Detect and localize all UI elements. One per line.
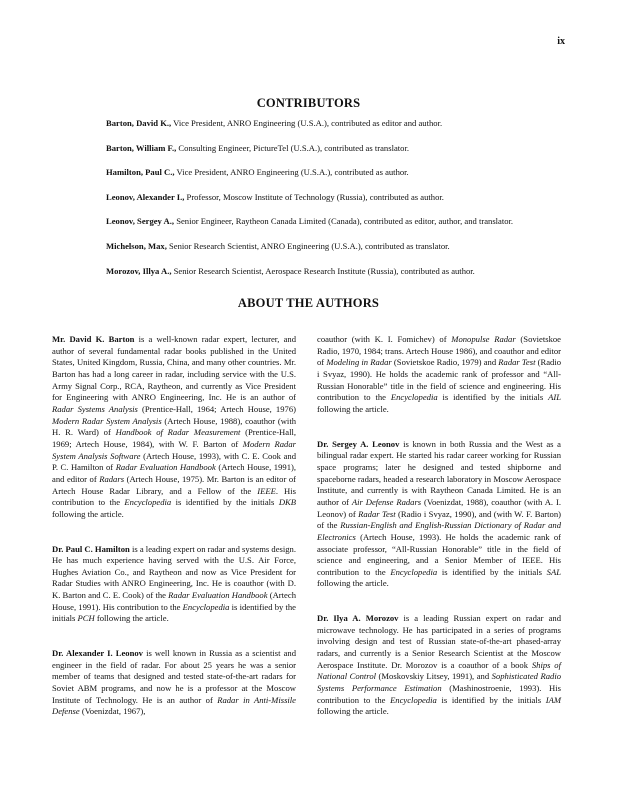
contributor-description: Senior Research Scientist, Aerospace Research Institute (Russia), contributed as author. (171, 265, 475, 276)
contributor-description: Professor, Moscow Institute of Technology (Russia), contributed as author. (184, 191, 444, 202)
left-column (52, 334, 296, 741)
bio-aleonov-part2: coauthor (with K. I. Fomichev) of Monopulse Radar (Sovietskoe Radio, 1970, 1984; trans. Artech House 1986), and coauthor and editor of Modeling in Radar (Sovietskoe Radio, 1979) and Radar Test (Radio i Svyaz, 1990). He holds the academic rank of professor and “All-Russian Honorable” title in the field of science and engineering. His contribution to the Encyclopedia is identified by the initials AIL following the article. (317, 334, 562, 414)
about-authors-heading: ABOUT THE AUTHORS (237, 296, 380, 310)
book-title: Modeling in Radar (326, 357, 392, 368)
bio-sleonov (317, 439, 561, 591)
contributor-description: Vice President, ANRO Engineering (U.S.A.), contributed as editor and author. (171, 118, 443, 128)
book-title: Russian-English and English-Russian Dictionary of Radar and Electronics (317, 520, 561, 542)
contributor-name: Morozov, Illya A., (106, 265, 172, 276)
contributor-entry (106, 143, 516, 155)
book-title: Radar Evaluation Handbook (115, 462, 216, 473)
book-title: Radar Systems Analysis (52, 403, 138, 414)
bio-text: is a leading expert on radar and systems design. He has much experience having served with the U.S. Air Force, Hughes Aviation Co., and Raytheon and now as Vice President for Radar Studies with ANRO Engineering, Inc. He is coauthor (with D. K. Barton and C. E. Cook) of the (52, 543, 296, 601)
emphasis: Encyclopedia (390, 392, 438, 403)
contributor-description: Senior Engineer, Raytheon Canada Limited (Canada), contributed as editor, author, and translator. (174, 216, 514, 227)
bio-text: is identified by the initials (437, 566, 547, 577)
author-initials: SAL (546, 566, 561, 577)
page-number: ix (557, 36, 565, 47)
contributor-entry (106, 118, 516, 130)
book-title: Radar Evaluation Handbook (168, 590, 268, 601)
contributor-name: Barton, William F., (106, 142, 177, 153)
bio-text: (Voenizdat, 1988), coauthor (with A. I. Leonov) of (317, 496, 561, 519)
contributor-description: Vice President, ANRO Engineering (U.S.A.), contributed as author. (174, 167, 409, 178)
book-title: Radar in Anti-Missile Defense (52, 694, 296, 717)
book-title: Radar Test (498, 357, 536, 368)
book-title: Sophisticated Radio Systems Performance Estimation (317, 671, 562, 694)
bio-text: (Prentice-Hall, 1964; Artech House, 1976) (137, 403, 296, 414)
contributor-entry (106, 241, 516, 253)
emphasis: Encyclopedia (390, 694, 437, 705)
contributor-entry (106, 167, 516, 179)
bio-text: (Voenizdat, 1967), (79, 706, 146, 717)
bio-text: (Artech House, 1993), with C. E. Cook and P. C. Hamilton of (52, 450, 296, 473)
bio-aleonov-part1 (52, 648, 296, 718)
bio-text: is identified by the initials (171, 497, 279, 508)
contributors-list (106, 118, 516, 290)
bio-text: (Sovietskoe Radio, 1979) and (391, 357, 499, 368)
bio-text: following the article. (317, 578, 389, 589)
author-name: Dr. Sergey A. Leonov (317, 438, 400, 449)
author-initials: IAM (545, 694, 561, 705)
bio-text: (Artech House, 1993). He holds the academic rank of associate professor, “All-Russian Honorable” title in the field of science and engineering, and a Senior Member of IEEE. His contribution to the (317, 531, 561, 577)
bio-text: (Artech House, 1975). Mr. Barton is an editor of Artech House Radar Library, and a Fellow of the (52, 473, 297, 496)
bio-text: following the article. (94, 613, 169, 624)
book-title: Monopulse Radar (451, 334, 516, 344)
bio-text: (Artech House, 1988), coauthor (with H. R. Ward) of (52, 415, 296, 438)
author-name: Dr. Paul C. Hamilton (52, 543, 130, 554)
bio-text: . His contribution to the (52, 485, 296, 508)
bio-text: is known in both Russia and the West as a bilingual radar expert. He started his radar career working for Russian space programs; later he designed and tested shipborne and spaceborne radars, headed a research laboratory in Moscow Aerospace Institute, and currently is with Raytheon Canada Limited. He is an author of (317, 438, 561, 507)
bio-hamilton (52, 544, 296, 626)
bio-text: following the article. (317, 403, 389, 414)
bio-text: (Prentice-Hall, 1969; Artech House, 1984), with W. F. Barton of (52, 427, 296, 449)
contributor-description: Senior Research Scientist, ANRO Engineering (U.S.A.), contributed as translator. (166, 240, 450, 251)
emphasis: Encyclopedia (182, 601, 230, 612)
author-name: Dr. Ilya A. Morozov (317, 613, 399, 624)
bio-barton (52, 334, 296, 521)
contributor-entry (106, 216, 516, 228)
bio-text: following the article. (317, 706, 389, 717)
bio-text: is identified by the initials (52, 601, 296, 624)
bio-text: is a well-known radar expert, lecturer, and author of several fundamental radar books published in the United States, United Kingdom, Russia, China, and many other countries. Mr. Barton has had a long career in radar, including service with the U.S. Army Signal Corp., RCA, Raytheon, and currently as Vice President for Engineering with ANRO Engineering, Inc. He is an author of (52, 334, 297, 403)
contributor-name: Hamilton, Paul C., (106, 167, 175, 178)
bio-text: (Mashinostroenie, 1993). His contribution to the (317, 683, 561, 705)
bio-text: (Radio i Svyaz, 1990). He holds the academic rank of professor and “All-Russian Honorable” title in the field of science and engineering. His contribution to the (317, 357, 562, 403)
contributors-heading: CONTRIBUTORS (256, 96, 361, 110)
contributor-name: Barton, David K., (106, 118, 172, 128)
bio-text: (Sovietskoe Radio, 1970, 1984; trans. Artech House 1986), and coauthor and editor of (317, 334, 562, 368)
bio-text: following the article. (52, 508, 124, 519)
author-name: Mr. David K. Barton (52, 334, 135, 344)
bio-text: (Artech House, 1991), and editor of (52, 462, 296, 484)
bio-text: is identified by the initials (436, 694, 546, 705)
bio-text: is identified by the initials (437, 392, 549, 403)
contributor-name: Leonov, Sergey A., (106, 216, 175, 227)
bio-morozov (317, 613, 561, 718)
emphasis: IEEE (257, 485, 276, 496)
book-title: Ships of National Control (317, 659, 561, 682)
book-title: Handbook of Radar Measurement (115, 427, 241, 438)
emphasis: Encyclopedia (390, 566, 438, 577)
contributor-description: Consulting Engineer, PictureTel (U.S.A.), contributed as translator. (176, 142, 409, 153)
right-column (317, 334, 561, 741)
bio-text: (Radio i Svyaz, 1990), and (with W. F. Barton) of the (317, 508, 561, 531)
book-title: Radar Test (358, 508, 396, 519)
book-title: Air Defense Radars (351, 496, 422, 507)
bio-text: (Moskovskiy Litsey, 1991), and (376, 671, 492, 682)
author-name: Dr. Alexander I. Leonov (52, 648, 143, 659)
bio-text: is well known in Russia as a scientist and engineer in the field of radar. For about 25 years he was a senior member of teams that designed and tested state-of-the-art radars for Soviet ABM programs, and now he is a professor at the Moscow Institute of Technology. He is an author of (52, 648, 296, 705)
author-initials: DKB (278, 497, 296, 508)
bio-text: (Artech House, 1991). His contribution to the (52, 590, 296, 612)
author-initials: PCH (77, 613, 95, 624)
contributor-entry (106, 266, 516, 278)
author-initials: AIL (548, 392, 561, 403)
contributor-entry (106, 192, 516, 204)
book-title: Modern Radar System Analysis Software (52, 438, 296, 461)
book-title: Modern Radar System Analysis (52, 415, 162, 426)
contributor-name: Michelson, Max, (106, 240, 167, 251)
bio-text: is a leading Russian expert on radar and microwave technology. He has participated in a series of programs involving design and test of Russian state-of-the-art phased-array radars, and currently is a Senior Research Scientist at the Moscow Aerospace Institute. Dr. Morozov is a coauthor of a book (317, 613, 561, 670)
emphasis: Encyclopedia (124, 497, 172, 508)
book-title: Radars (99, 473, 125, 484)
contributor-name: Leonov, Alexander I., (106, 191, 185, 202)
